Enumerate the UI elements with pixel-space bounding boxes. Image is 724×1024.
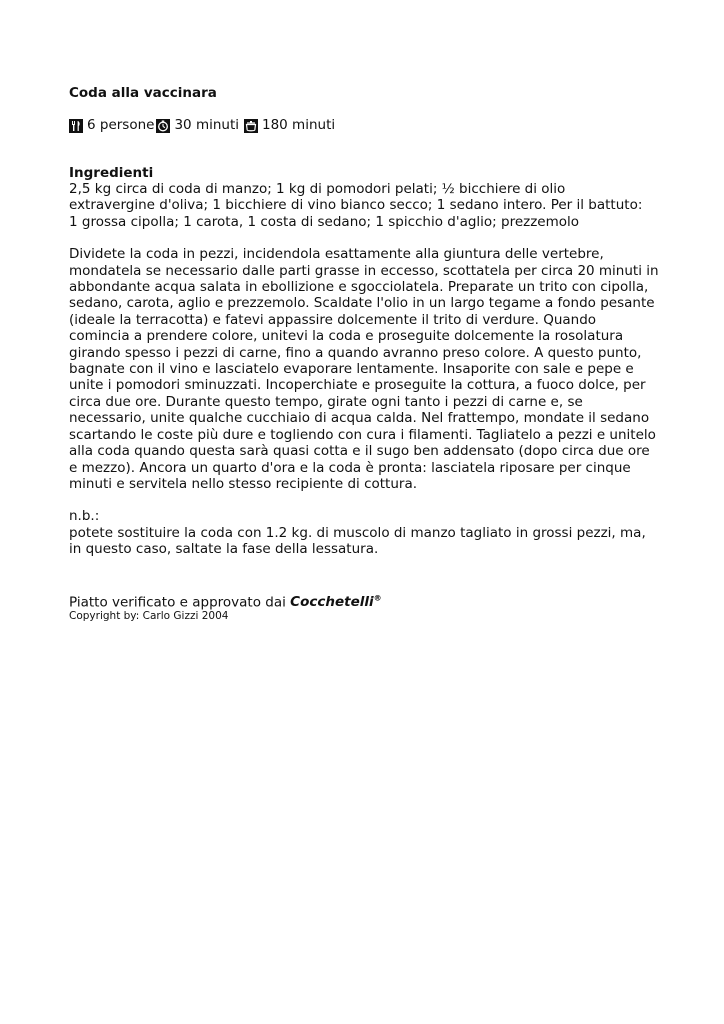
brand-name — [290, 594, 381, 610]
method-line: comincia a prendere colore, unitevi la coda e proseguite dolcemente la rosolatura — [69, 328, 624, 345]
note-section — [69, 508, 669, 557]
method-line: abbondante acqua salata in ebollizione e sgocciolatela. Preparate un trito con cipolla, — [69, 279, 649, 296]
note-line: in questo caso, saltate la fase della lessatura. — [69, 541, 379, 558]
ingredients-heading: Ingredienti — [69, 165, 154, 181]
ingredients-list — [69, 181, 669, 230]
method-line: e mezzo). Ancora un quarto d'ora e la coda è pronta: lasciatela riposare per cinque — [69, 459, 631, 476]
recipe-page — [69, 85, 669, 623]
ingredients-line: 1 grossa cipolla; 1 carota, 1 costa di sedano; 1 spicchio d'aglio; prezzemolo — [69, 213, 580, 230]
brand-text: Cocchetelli — [290, 594, 374, 611]
ingredients-line: extravergine d'oliva; 1 bicchiere di vino bianco secco; 1 sedano intero. Per il battuto: — [69, 197, 643, 214]
cutlery-icon — [69, 119, 83, 133]
method-line: minuti e servitela nello stesso recipiente di cottura. — [69, 475, 418, 492]
method-line: unite i pomodori sminuzzati. Incoperchiate e proseguite la cottura, a fuoco dolce, per — [69, 377, 646, 394]
recipe-meta — [69, 117, 669, 134]
method-line: bagnate con il vino e lasciatelo evaporare lentamente. Insaporite con sale e pepe e — [69, 361, 634, 378]
servings-text: 6 persone — [87, 117, 155, 134]
method-line: necessario, unite qualche cucchiaio di acqua calda. Nel frattempo, mondate il sedano — [69, 410, 650, 427]
method-line: alla coda quando questa sarà quasi cotta e il sugo ben addensato (dopo circa due ore — [69, 443, 650, 460]
method-line: sedano, carota, aglio e prezzemolo. Scaldate l'olio in un largo tegame a fondo pesante — [69, 295, 655, 312]
recipe-title: Coda alla vaccinara — [69, 85, 217, 101]
pot-icon — [244, 119, 258, 133]
ingredients-line: 2,5 kg circa di coda di manzo; 1 kg di pomodori pelati; ½ bicchiere di olio — [69, 181, 566, 197]
method-line: (ideale la terracotta) e fatevi appassire dolcemente il trito di verdure. Quando — [69, 311, 597, 328]
cook-time-text: 180 minuti — [262, 117, 336, 134]
verification-line — [69, 591, 669, 611]
method-line: scartando le coste più dure e togliendo con cura i filamenti. Tagliatelo a pezzi e unitelo — [69, 426, 656, 443]
prep-time-text: 30 minuti — [174, 117, 239, 134]
timer-icon — [156, 119, 170, 133]
method-line: mondatela se necessario dalle parti grasse in eccesso, scottatela per circa 20 minuti in — [69, 262, 659, 279]
copyright-text: Copyright by: Carlo Gizzi 2004 — [69, 610, 229, 623]
note-label: n.b.: — [69, 508, 100, 525]
method-text — [69, 246, 669, 492]
registered-mark: ® — [373, 593, 382, 603]
note-line: potete sostituire la coda con 1.2 kg. di muscolo di manzo tagliato in grossi pezzi, ma, — [69, 524, 646, 541]
verified-text: Piatto verificato e approvato dai — [69, 594, 291, 611]
method-line: Dividete la coda in pezzi, incidendola esattamente alla giuntura delle vertebre, — [69, 246, 604, 263]
method-line: circa due ore. Durante questo tempo, girate ogni tanto i pezzi di carne e, se — [69, 393, 583, 410]
method-line: girando spesso i pezzi di carne, fino a quando avranno preso colore. A questo punto, — [69, 344, 642, 361]
